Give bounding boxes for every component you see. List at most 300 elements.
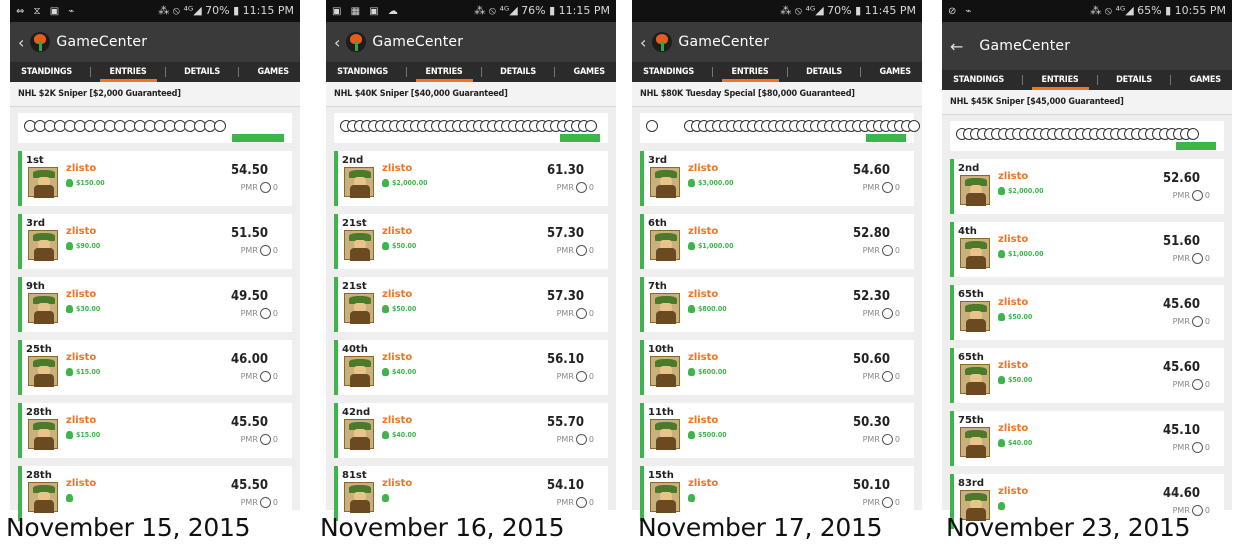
entry-score: 52.30 xyxy=(853,289,890,304)
money-bag-icon xyxy=(66,494,73,502)
entry-score: 51.60 xyxy=(1163,234,1200,249)
prize-amount: $500.00 xyxy=(698,431,727,439)
avatar xyxy=(28,356,58,386)
avatar xyxy=(28,167,58,197)
entry-score: 61.30 xyxy=(547,163,584,178)
pmr-indicator xyxy=(557,245,594,256)
pmr-circle-icon xyxy=(1192,442,1203,453)
prize-amount: $600.00 xyxy=(698,368,727,376)
status-bar xyxy=(10,0,300,22)
avatar xyxy=(28,293,58,323)
pmr-circle-icon xyxy=(576,497,587,508)
entry-prize xyxy=(998,187,1043,195)
pmr-indicator xyxy=(241,182,278,193)
entry-prize xyxy=(66,368,100,376)
entry-card[interactable] xyxy=(334,151,608,206)
pmr-circle-icon xyxy=(260,434,271,445)
tab-bar xyxy=(326,62,616,82)
entry-username[interactable]: zlisto xyxy=(66,478,97,489)
back-icon[interactable]: ‹ xyxy=(640,32,647,52)
pmr-indicator xyxy=(1173,190,1210,201)
pmr-circle-icon xyxy=(1192,253,1203,264)
money-bag-icon xyxy=(998,502,1005,510)
pmr-label: PMR xyxy=(862,183,880,192)
entry-card[interactable] xyxy=(640,151,914,206)
entry-username[interactable]: zlisto xyxy=(66,289,97,300)
entry-rank: 6th xyxy=(648,218,667,229)
entry-username[interactable]: zlisto xyxy=(998,297,1029,308)
lineup-circle-icon xyxy=(585,120,597,132)
tab-divider xyxy=(165,67,166,77)
pmr-label: PMR xyxy=(862,309,880,318)
pmr-indicator xyxy=(863,371,900,382)
tab-standings[interactable]: STANDINGS xyxy=(953,75,1005,85)
pmr-indicator xyxy=(241,371,278,382)
date-caption: November 17, 2015 xyxy=(638,513,883,542)
entry-score: 52.80 xyxy=(853,226,890,241)
pmr-label: PMR xyxy=(862,435,880,444)
pmr-label: PMR xyxy=(240,246,258,255)
avatar xyxy=(960,175,990,205)
pmr-label: PMR xyxy=(862,246,880,255)
tab-games[interactable]: GAMES xyxy=(879,67,911,77)
entries-progress xyxy=(334,113,608,143)
phone-screen xyxy=(942,0,1232,515)
pmr-circle-icon xyxy=(1192,379,1203,390)
prize-amount: $40.00 xyxy=(1008,439,1033,447)
entry-score: 45.50 xyxy=(231,478,268,493)
entry-card[interactable] xyxy=(950,411,1224,466)
money-bag-icon xyxy=(382,368,389,376)
status-bar xyxy=(326,0,616,22)
tab-games[interactable]: GAMES xyxy=(257,67,289,77)
tab-divider xyxy=(90,67,91,77)
pmr-label: PMR xyxy=(1172,191,1190,200)
entry-score: 54.50 xyxy=(231,163,268,178)
entry-score: 57.30 xyxy=(547,226,584,241)
prize-amount: $1,000.00 xyxy=(698,242,734,250)
entry-username[interactable]: zlisto xyxy=(382,289,413,300)
avatar xyxy=(650,167,680,197)
pmr-label: PMR xyxy=(862,372,880,381)
pmr-circle-icon xyxy=(260,245,271,256)
pmr-indicator xyxy=(557,497,594,508)
pmr-indicator xyxy=(863,308,900,319)
entry-prize xyxy=(998,376,1032,384)
phone-screen xyxy=(632,0,922,510)
pmr-value: 0 xyxy=(894,183,900,192)
pmr-label: PMR xyxy=(1172,317,1190,326)
money-bag-icon xyxy=(688,305,695,313)
phone-screen xyxy=(10,0,300,510)
status-right: ⁂ ⦸ ⁴ᴳ◢ 65% ▮ 10:55 PM xyxy=(1090,4,1226,17)
money-bag-icon xyxy=(382,242,389,250)
pmr-circle-icon xyxy=(882,371,893,382)
prize-amount: $15.00 xyxy=(76,431,101,439)
entry-prize xyxy=(688,305,727,313)
money-bag-icon xyxy=(66,179,73,187)
tab-games[interactable]: GAMES xyxy=(573,67,605,77)
pmr-label: PMR xyxy=(1172,380,1190,389)
pmr-label: PMR xyxy=(862,498,880,507)
tab-details[interactable]: DETAILS xyxy=(806,67,843,77)
entry-card[interactable] xyxy=(334,403,608,458)
pmr-circle-icon xyxy=(1192,316,1203,327)
prize-amount: $800.00 xyxy=(698,305,727,313)
back-icon[interactable]: ‹ xyxy=(18,32,25,52)
tab-standings[interactable]: STANDINGS xyxy=(337,67,389,77)
status-right: ⁂ ⦸ ⁴ᴳ◢ 70% ▮ 11:15 PM xyxy=(158,4,294,17)
money-bag-icon xyxy=(688,179,695,187)
tab-entries[interactable]: ENTRIES xyxy=(1038,70,1083,90)
entry-username[interactable]: zlisto xyxy=(382,163,413,174)
date-caption: November 15, 2015 xyxy=(6,513,251,542)
entry-username[interactable]: zlisto xyxy=(688,415,719,426)
money-bag-icon xyxy=(382,305,389,313)
entry-username[interactable]: zlisto xyxy=(66,226,97,237)
entry-prize xyxy=(998,250,1043,258)
pmr-value: 0 xyxy=(894,435,900,444)
entry-username[interactable]: zlisto xyxy=(382,478,413,489)
tab-divider xyxy=(238,67,239,77)
pmr-value: 0 xyxy=(1204,254,1210,263)
pmr-circle-icon xyxy=(882,308,893,319)
entry-rank: 2nd xyxy=(958,163,980,174)
entry-username[interactable]: zlisto xyxy=(998,423,1029,434)
pmr-circle-icon xyxy=(882,245,893,256)
entry-card[interactable] xyxy=(640,403,914,458)
tab-divider xyxy=(554,67,555,77)
lineup-circle-icon xyxy=(214,120,226,132)
pmr-value: 0 xyxy=(272,435,278,444)
pmr-label: PMR xyxy=(556,372,574,381)
progress-bar xyxy=(866,134,906,142)
entry-prize xyxy=(382,431,416,439)
entry-username[interactable]: zlisto xyxy=(382,352,413,363)
tab-bar xyxy=(942,70,1232,90)
entry-card[interactable] xyxy=(640,340,914,395)
entry-prize xyxy=(998,439,1032,447)
pmr-value: 0 xyxy=(894,246,900,255)
entry-score: 49.50 xyxy=(231,289,268,304)
tab-details[interactable]: DETAILS xyxy=(500,67,537,77)
progress-bar xyxy=(1176,142,1216,150)
entry-prize xyxy=(998,502,1008,510)
avatar xyxy=(28,482,58,512)
pmr-label: PMR xyxy=(240,309,258,318)
tab-details[interactable]: DETAILS xyxy=(184,67,221,77)
entry-username[interactable]: zlisto xyxy=(998,234,1029,245)
entry-score: 46.00 xyxy=(231,352,268,367)
lineup-circles xyxy=(646,119,908,133)
pmr-value: 0 xyxy=(588,372,594,381)
prize-amount: $40.00 xyxy=(392,368,417,376)
entry-rank: 2nd xyxy=(342,155,364,166)
lineup-circle-icon xyxy=(1187,128,1199,140)
entry-username[interactable]: zlisto xyxy=(66,352,97,363)
money-bag-icon xyxy=(998,250,1005,258)
entry-list xyxy=(326,151,616,521)
tab-games[interactable]: GAMES xyxy=(1189,75,1221,85)
pmr-label: PMR xyxy=(1172,506,1190,515)
entry-score: 54.10 xyxy=(547,478,584,493)
tab-standings[interactable]: STANDINGS xyxy=(643,67,695,77)
money-bag-icon xyxy=(66,242,73,250)
entry-rank: 3rd xyxy=(648,155,668,166)
entry-rank: 65th xyxy=(958,352,984,363)
entry-rank: 75th xyxy=(958,415,984,426)
pmr-indicator xyxy=(863,245,900,256)
pmr-indicator xyxy=(241,308,278,319)
status-left-icons: ▣ ▦ ▣ ☁ xyxy=(332,5,401,17)
entries-progress xyxy=(640,113,914,143)
pmr-value: 0 xyxy=(272,498,278,507)
pmr-value: 0 xyxy=(272,372,278,381)
pmr-circle-icon xyxy=(882,434,893,445)
tab-divider xyxy=(406,67,407,77)
pmr-circle-icon xyxy=(576,434,587,445)
tab-divider xyxy=(1097,75,1098,85)
pmr-value: 0 xyxy=(272,246,278,255)
entry-card[interactable] xyxy=(950,285,1224,340)
pmr-indicator xyxy=(863,434,900,445)
entry-score: 57.30 xyxy=(547,289,584,304)
entry-score: 54.60 xyxy=(853,163,890,178)
back-arrow-icon[interactable]: ← xyxy=(950,36,964,56)
entry-prize xyxy=(998,313,1032,321)
avatar xyxy=(960,364,990,394)
entry-score: 52.60 xyxy=(1163,171,1200,186)
progress-bar xyxy=(232,134,284,142)
entry-prize xyxy=(688,242,733,250)
pmr-label: PMR xyxy=(240,372,258,381)
status-bar xyxy=(632,0,922,22)
pmr-indicator xyxy=(1173,316,1210,327)
pmr-indicator xyxy=(557,182,594,193)
entry-prize xyxy=(382,305,416,313)
date-caption: November 23, 2015 xyxy=(946,513,1191,542)
entry-username[interactable]: zlisto xyxy=(688,352,719,363)
pmr-value: 0 xyxy=(1204,317,1210,326)
pmr-value: 0 xyxy=(894,498,900,507)
entry-prize xyxy=(382,179,427,187)
tab-entries[interactable]: ENTRIES xyxy=(106,62,151,82)
pmr-circle-icon xyxy=(260,497,271,508)
tab-divider xyxy=(787,67,788,77)
entry-card[interactable] xyxy=(18,277,292,332)
entry-list xyxy=(632,151,922,521)
prize-amount: $2,000.00 xyxy=(1008,187,1044,195)
prize-amount: $15.00 xyxy=(76,368,101,376)
entry-rank: 28th xyxy=(26,407,52,418)
avatar xyxy=(650,419,680,449)
pmr-circle-icon xyxy=(1192,190,1203,201)
entry-username[interactable]: zlisto xyxy=(688,163,719,174)
pmr-circle-icon xyxy=(576,371,587,382)
tab-entries[interactable]: ENTRIES xyxy=(728,62,773,82)
entry-card[interactable] xyxy=(950,222,1224,277)
pmr-value: 0 xyxy=(1204,191,1210,200)
entry-card[interactable] xyxy=(334,214,608,269)
entry-card[interactable] xyxy=(334,340,608,395)
prize-amount: $50.00 xyxy=(1008,313,1033,321)
pmr-circle-icon xyxy=(260,308,271,319)
pmr-value: 0 xyxy=(894,309,900,318)
entry-card[interactable] xyxy=(640,277,914,332)
pmr-circle-icon xyxy=(576,182,587,193)
draftkings-logo-icon xyxy=(346,32,366,52)
money-bag-icon xyxy=(688,242,695,250)
app-title: GameCenter xyxy=(979,38,1071,54)
tab-divider xyxy=(1022,75,1023,85)
entry-card[interactable] xyxy=(950,159,1224,214)
entry-score: 45.60 xyxy=(1163,360,1200,375)
app-title: GameCenter xyxy=(372,34,464,50)
entry-card[interactable] xyxy=(18,214,292,269)
avatar xyxy=(344,419,374,449)
phone-screen xyxy=(326,0,616,510)
money-bag-icon xyxy=(688,431,695,439)
avatar xyxy=(344,167,374,197)
pmr-circle-icon xyxy=(576,245,587,256)
avatar xyxy=(344,293,374,323)
prize-amount: $50.00 xyxy=(1008,376,1033,384)
entry-rank: 15th xyxy=(648,470,674,481)
money-bag-icon xyxy=(998,439,1005,447)
tab-standings[interactable]: STANDINGS xyxy=(21,67,73,77)
contest-title: NHL $45K Sniper [$45,000 Guaranteed] xyxy=(942,90,1232,115)
tab-bar xyxy=(10,62,300,82)
entry-score: 44.60 xyxy=(1163,486,1200,501)
avatar xyxy=(650,293,680,323)
entry-prize xyxy=(688,368,727,376)
pmr-label: PMR xyxy=(556,246,574,255)
tab-divider xyxy=(1170,75,1171,85)
status-left-icons: ⇔ ⧖ ▣ ⌁ xyxy=(16,5,78,17)
entry-card[interactable] xyxy=(18,151,292,206)
entry-card[interactable] xyxy=(18,340,292,395)
avatar xyxy=(344,482,374,512)
entry-score: 55.70 xyxy=(547,415,584,430)
entry-username[interactable]: zlisto xyxy=(998,171,1029,182)
entry-username[interactable]: zlisto xyxy=(688,478,719,489)
entry-score: 45.10 xyxy=(1163,423,1200,438)
entry-prize xyxy=(66,305,100,313)
entry-card[interactable] xyxy=(18,403,292,458)
pmr-indicator xyxy=(241,434,278,445)
entries-progress xyxy=(950,121,1224,151)
entry-username[interactable]: zlisto xyxy=(998,486,1029,497)
avatar xyxy=(28,230,58,260)
entry-username[interactable]: zlisto xyxy=(66,163,97,174)
app-bar xyxy=(326,22,616,62)
pmr-value: 0 xyxy=(272,309,278,318)
lineup-circle-icon xyxy=(908,120,920,132)
pmr-indicator xyxy=(557,308,594,319)
tab-details[interactable]: DETAILS xyxy=(1116,75,1153,85)
entry-card[interactable] xyxy=(950,348,1224,403)
tab-entries[interactable]: ENTRIES xyxy=(422,62,467,82)
tab-divider xyxy=(860,67,861,77)
entry-username[interactable]: zlisto xyxy=(688,226,719,237)
avatar xyxy=(344,356,374,386)
pmr-indicator xyxy=(241,497,278,508)
app-title: GameCenter xyxy=(678,34,770,50)
pmr-label: PMR xyxy=(556,309,574,318)
entry-score: 50.60 xyxy=(853,352,890,367)
pmr-value: 0 xyxy=(588,435,594,444)
lineup-circles xyxy=(956,127,1218,141)
entry-score: 45.50 xyxy=(231,415,268,430)
contest-title: NHL $40K Sniper [$40,000 Guaranteed] xyxy=(326,82,616,107)
money-bag-icon xyxy=(66,368,73,376)
entry-prize xyxy=(688,494,698,502)
entry-rank: 40th xyxy=(342,344,368,355)
entry-card[interactable] xyxy=(640,214,914,269)
money-bag-icon xyxy=(66,431,73,439)
app-bar xyxy=(942,22,1232,70)
pmr-indicator xyxy=(241,245,278,256)
entry-rank: 9th xyxy=(26,281,45,292)
pmr-indicator xyxy=(1173,379,1210,390)
tab-bar xyxy=(632,62,922,82)
pmr-value: 0 xyxy=(1204,506,1210,515)
entry-score: 45.60 xyxy=(1163,297,1200,312)
entry-username[interactable]: zlisto xyxy=(66,415,97,426)
pmr-indicator xyxy=(863,497,900,508)
entry-username[interactable]: zlisto xyxy=(688,289,719,300)
draftkings-logo-icon xyxy=(30,32,50,52)
pmr-label: PMR xyxy=(240,183,258,192)
entry-score: 50.10 xyxy=(853,478,890,493)
entry-card[interactable] xyxy=(334,277,608,332)
pmr-circle-icon xyxy=(260,371,271,382)
entry-username[interactable]: zlisto xyxy=(998,360,1029,371)
entry-prize xyxy=(66,494,76,502)
money-bag-icon xyxy=(998,376,1005,384)
back-icon[interactable]: ‹ xyxy=(334,32,341,52)
prize-amount: $150.00 xyxy=(76,179,105,187)
entry-username[interactable]: zlisto xyxy=(382,415,413,426)
pmr-indicator xyxy=(863,182,900,193)
pmr-indicator xyxy=(557,371,594,382)
entry-prize xyxy=(382,242,416,250)
pmr-value: 0 xyxy=(894,372,900,381)
prize-amount: $40.00 xyxy=(392,431,417,439)
entry-list xyxy=(942,159,1232,529)
pmr-circle-icon xyxy=(260,182,271,193)
entry-score: 56.10 xyxy=(547,352,584,367)
entry-prize xyxy=(688,431,727,439)
money-bag-icon xyxy=(998,313,1005,321)
entry-rank: 25th xyxy=(26,344,52,355)
money-bag-icon xyxy=(688,494,695,502)
pmr-label: PMR xyxy=(1172,443,1190,452)
prize-amount: $90.00 xyxy=(76,242,101,250)
avatar xyxy=(650,356,680,386)
pmr-label: PMR xyxy=(556,183,574,192)
entry-username[interactable]: zlisto xyxy=(382,226,413,237)
entry-rank: 42nd xyxy=(342,407,371,418)
entries-progress xyxy=(18,113,292,143)
entry-rank: 7th xyxy=(648,281,667,292)
pmr-value: 0 xyxy=(1204,380,1210,389)
avatar xyxy=(344,230,374,260)
tab-divider xyxy=(712,67,713,77)
pmr-value: 0 xyxy=(1204,443,1210,452)
entry-rank: 65th xyxy=(958,289,984,300)
entry-prize xyxy=(66,179,105,187)
